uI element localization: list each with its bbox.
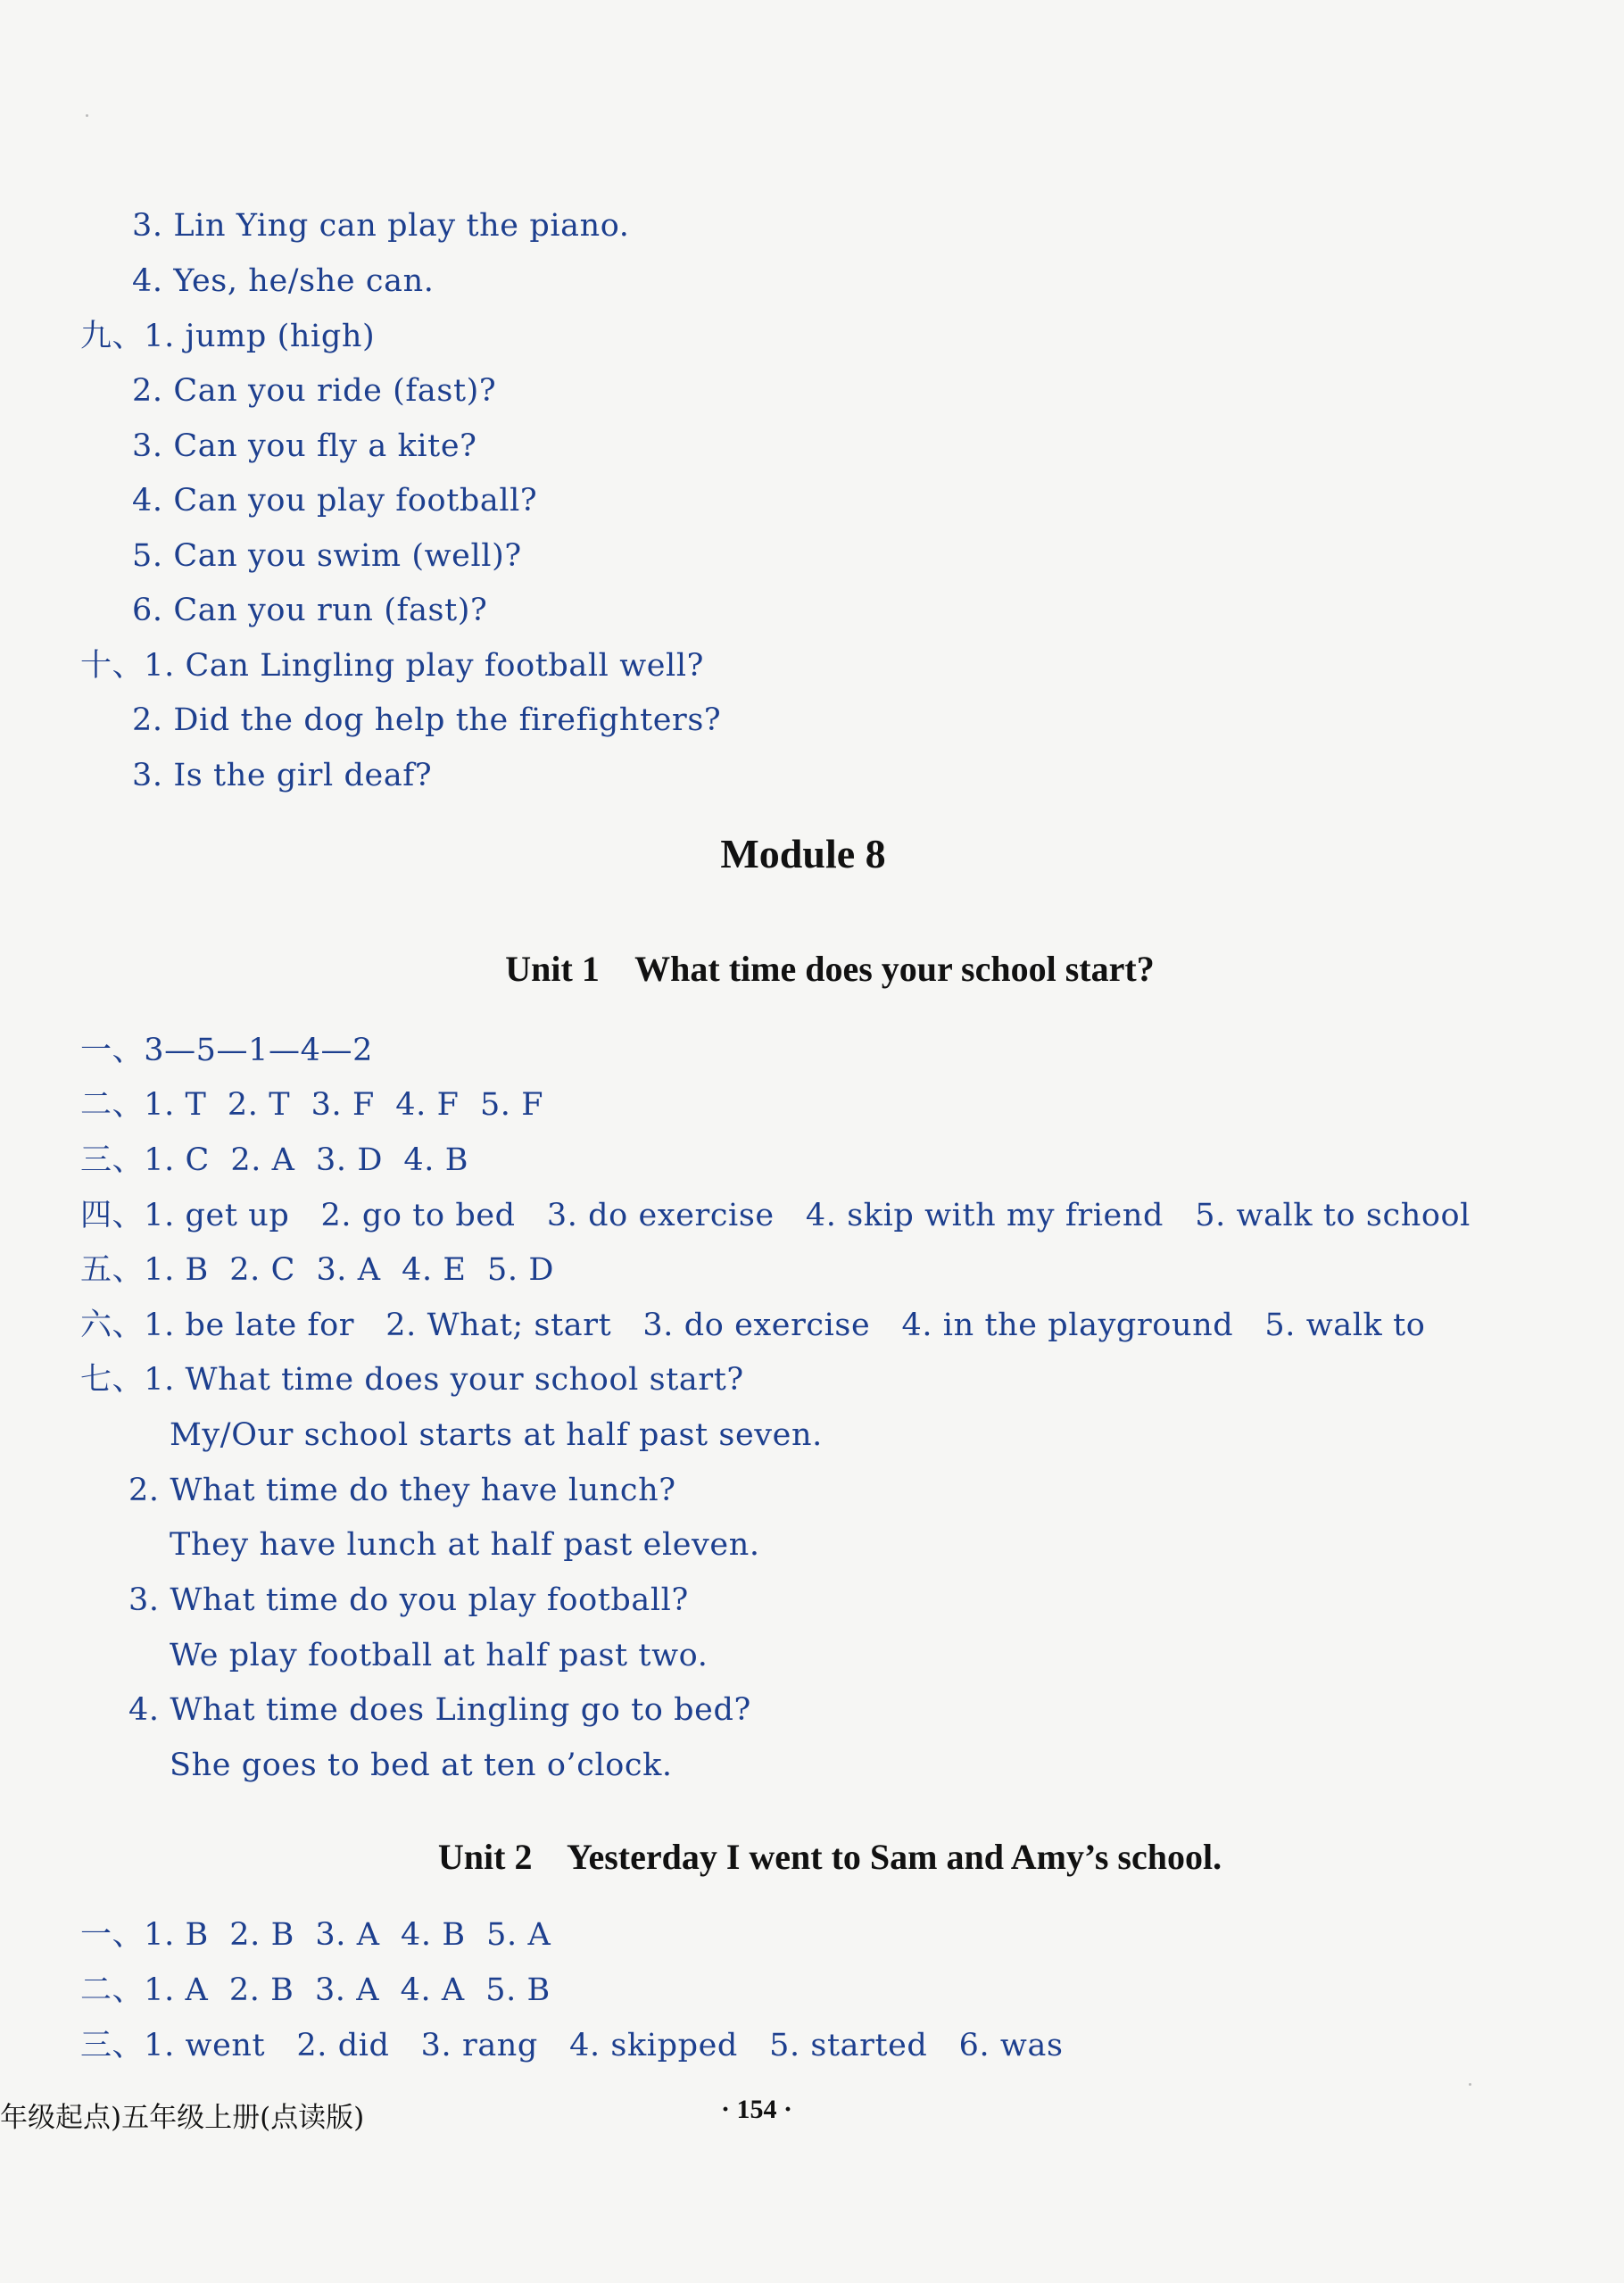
answer-text: 2. Did the dog help the firefighters? <box>132 702 722 738</box>
question-marker: 二、 <box>80 1972 145 2008</box>
answer-text: 2. What time do they have lunch? <box>128 1473 676 1508</box>
question-marker: 九、 <box>80 319 145 354</box>
answer-text: 1. B 2. C 3. A 4. E 5. D <box>144 1252 554 1288</box>
question-marker: 一、 <box>80 1033 145 1068</box>
answer-line <box>80 1362 744 1398</box>
answer-line <box>132 760 432 792</box>
answer-line <box>80 1200 1471 1232</box>
answer-line <box>80 321 375 353</box>
unit-2-title: Unit 2 Yesterday I went to Sam and Amy’s school. <box>437 1837 1222 1877</box>
answer-text: 1. B 2. B 3. A 4. B 5. A <box>144 1917 551 1953</box>
answer-text: 6. Can you run (fast)? <box>132 593 488 628</box>
answer-text: 4. Yes, he/she can. <box>132 263 435 299</box>
answer-line <box>128 1475 676 1507</box>
answer-text: My/Our school starts at half past seven. <box>170 1417 823 1453</box>
answer-text: 1. Can Lingling play football well? <box>144 648 705 684</box>
scan-speck <box>86 114 88 117</box>
answer-line <box>132 428 477 464</box>
module-title: Module 8 <box>720 831 886 876</box>
answer-text: 1. T 2. T 3. F 4. F 5. F <box>144 1087 544 1123</box>
answer-line <box>80 1917 551 1953</box>
question-marker: 三、 <box>80 2028 145 2063</box>
question-marker: 六、 <box>80 1308 145 1343</box>
book-title-footer: 年级起点)五年级上册(点读版) <box>0 2102 365 2134</box>
answer-line <box>132 208 630 244</box>
answer-line <box>80 1252 554 1288</box>
answer-text: 4. Can you play football? <box>132 483 538 519</box>
answer-line <box>80 1035 373 1067</box>
question-marker: 十、 <box>80 648 145 684</box>
answer-line <box>128 1582 689 1618</box>
answer-line <box>132 538 522 574</box>
answer-line <box>132 702 722 738</box>
answer-text: 3. Lin Ying can play the piano. <box>132 208 630 244</box>
answer-line <box>132 263 435 299</box>
answer-line <box>80 648 705 684</box>
page-number: · 154 · <box>721 2095 793 2124</box>
answer-line <box>170 1527 760 1563</box>
unit-1-title: Unit 1 What time does your school start? <box>505 949 1155 989</box>
answer-line <box>132 483 538 519</box>
answer-text: 5. Can you swim (well)? <box>132 538 522 574</box>
answer-line <box>170 1640 708 1672</box>
answer-line <box>132 373 497 409</box>
answer-line <box>80 1972 551 2008</box>
answer-text: She goes to bed at ten o’clock. <box>170 1748 673 1783</box>
answer-text: 1. A 2. B 3. A 4. A 5. B <box>144 1972 551 2008</box>
answer-text: 1. C 2. A 3. D 4. B <box>144 1142 469 1178</box>
answer-line <box>132 595 487 627</box>
answer-text: 3. Is the girl deaf? <box>132 758 433 793</box>
question-marker: 二、 <box>80 1087 145 1123</box>
answer-text: We play football at half past two. <box>170 1638 708 1673</box>
scan-speck <box>1469 2083 1471 2086</box>
question-marker: 四、 <box>80 1198 145 1233</box>
answer-text: 3—5—1—4—2 <box>144 1033 373 1068</box>
answer-line <box>80 2030 1064 2062</box>
question-marker: 三、 <box>80 1142 145 1178</box>
answer-text: 1. went 2. did 3. rang 4. skipped 5. started 6. was <box>144 2028 1064 2063</box>
answer-text: 2. Can you ride (fast)? <box>132 373 497 409</box>
answer-text: 3. Can you fly a kite? <box>132 428 477 464</box>
answer-text: 1. be late for 2. What; start 3. do exercise 4. in the playground 5. walk to <box>144 1308 1426 1343</box>
answer-line <box>80 1142 469 1178</box>
answer-text: 1. get up 2. go to bed 3. do exercise 4. skip with my friend 5. walk to school <box>144 1198 1471 1233</box>
answer-text: 4. What time does Lingling go to bed? <box>128 1692 751 1728</box>
answer-line <box>128 1692 751 1728</box>
answer-text: 1. jump (high) <box>144 319 376 354</box>
answer-text: 3. What time do you play football? <box>128 1582 689 1618</box>
question-marker: 七、 <box>80 1362 145 1398</box>
answer-line <box>80 1087 544 1123</box>
answer-line <box>170 1750 673 1781</box>
answer-text: 1. What time does your school start? <box>144 1362 744 1398</box>
question-marker: 五、 <box>80 1252 145 1288</box>
answer-line <box>170 1417 823 1453</box>
question-marker: 一、 <box>80 1917 145 1953</box>
answer-line <box>80 1310 1425 1341</box>
answer-text: They have lunch at half past eleven. <box>170 1527 760 1563</box>
